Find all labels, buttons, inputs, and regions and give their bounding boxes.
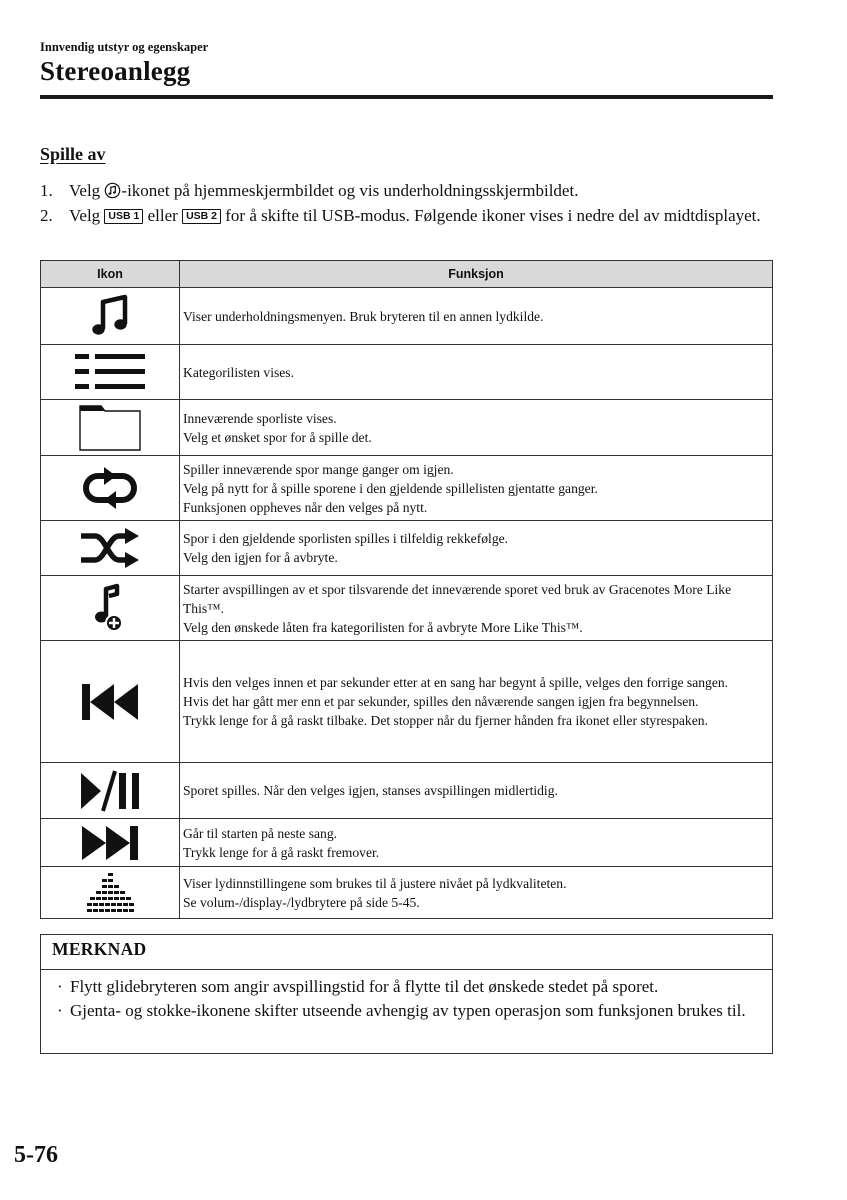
note-box	[40, 934, 773, 1054]
icon-function-table	[40, 260, 773, 919]
table-row: Starter avspillingen av et spor tilsvarende det inneværende sporet ved bruk av Gracenotes More Like This™. Velg den ønskede låten fra kategorilisten for å avbryte More Like This™.	[41, 576, 773, 641]
note-item: · Flytt glidebryteren som angir avspillingstid for å flytte til det ønskede stedet på sporet.	[57, 975, 762, 999]
note-title: MERKNAD	[41, 935, 772, 970]
table-row: Spor i den gjeldende sporlisten spilles i tilfeldig rekkefølge. Velg den igjen for å avbryte.	[41, 521, 773, 576]
shuffle-icon	[79, 528, 141, 568]
sound-settings-icon	[85, 870, 135, 916]
table-row: Viser lydinnstillingene som brukes til å justere nivået på lydkvaliteten. Se volum-/display-/lydbrytere på side 5-45.	[41, 867, 773, 919]
table-row: Viser underholdningsmenyen. Bruk bryteren til en annen lydkilde.	[41, 288, 773, 345]
bullet: ·	[57, 977, 63, 996]
table-row: Hvis den velges innen et par sekunder etter at en sang har begynt å spille, velges den forrige sangen. Hvis det har gått mer enn et par sekunder, spilles den nåværende sangen igjen fra begynnelsen. Trykk lenge for å gå raskt tilbake. Det stopper når du fjerner hånden fra ikonet eller styrespaken.	[41, 641, 773, 763]
table-row: Sporet spilles. Når den velges igjen, stanses avspillingen midlertidig.	[41, 763, 773, 819]
note-item: · Gjenta- og stokke-ikonene skifter utseende avhengig av typen operasjon som funksjonen brukes til.	[57, 999, 762, 1023]
table-row: Går til starten på neste sang. Trykk lenge for å gå raskt fremover.	[41, 819, 773, 867]
play-pause-icon	[79, 769, 141, 813]
category-list-icon	[75, 351, 145, 393]
section-header: Innvendig utstyr og egenskaper	[40, 40, 209, 54]
page-title: Stereoanlegg	[40, 56, 191, 86]
previous-track-icon	[81, 682, 139, 722]
usb1-key: USB 1	[104, 209, 143, 224]
folder-icon	[77, 403, 143, 453]
table-row: Inneværende sporliste vises. Velg et ønsket spor for å spille det.	[41, 400, 773, 456]
instruction-steps	[40, 178, 775, 228]
bullet: ·	[57, 1001, 63, 1020]
music-note-icon	[87, 293, 133, 339]
entertainment-icon	[104, 182, 121, 199]
step-2: 2. Velg USB 1 eller USB 2 for å skifte til USB-modus. Følgende ikoner vises i nedre del av midtdisplayet.	[40, 203, 775, 228]
step-number: 2.	[40, 206, 53, 225]
table-header-row	[41, 261, 773, 288]
header-function: Funksjon	[180, 261, 773, 288]
step-number: 1.	[40, 181, 53, 200]
table-row: Spiller inneværende spor mange ganger om igjen. Velg på nytt for å spille sporene i den gjeldende spillelisten gjentatte ganger. Funksjonen oppheves når den velges på nytt.	[41, 456, 773, 521]
title-divider	[40, 95, 773, 99]
header-icon: Ikon	[41, 261, 180, 288]
page-number: 5-76	[14, 1142, 58, 1168]
step-1: 1. Velg -ikonet på hjemmeskjermbildet og vis underholdningsskjermbildet.	[40, 178, 775, 203]
table-row: Kategorilisten vises.	[41, 345, 773, 400]
more-like-this-icon	[90, 583, 130, 633]
subsection-title: Spille av	[40, 144, 106, 164]
repeat-icon	[80, 466, 140, 510]
next-track-icon	[81, 824, 139, 862]
usb2-key: USB 2	[182, 209, 221, 224]
